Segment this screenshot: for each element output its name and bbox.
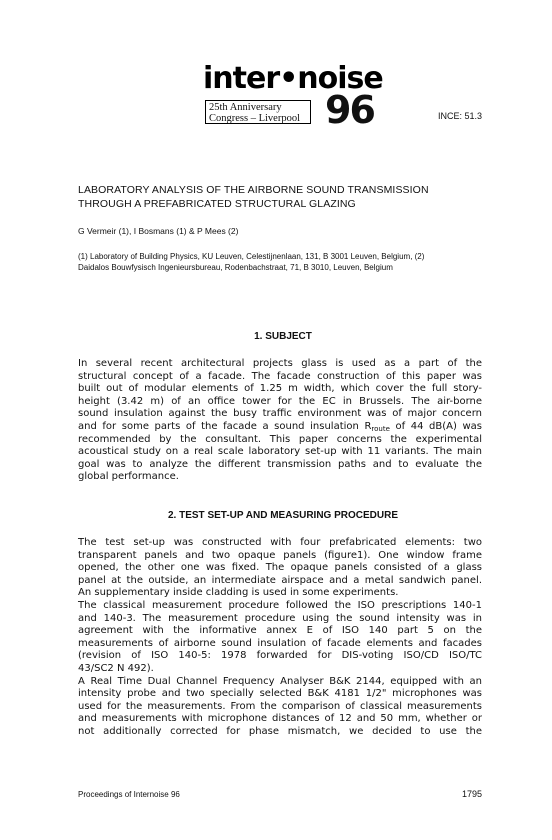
body-line: An supplementary inside cladding is used in some experiments. (78, 587, 399, 599)
section-test-setup-body (78, 537, 482, 739)
body-line: and measurements with microphone distances of 12 and 50 mm, whether or (78, 713, 482, 725)
logo-box-line2: Congress – Liverpool (209, 113, 300, 124)
body-line: The classical measurement procedure followed the ISO prescriptions 140-1 (78, 599, 482, 611)
body-text: of 44 dB(A) was (389, 420, 482, 432)
body-line: transparent panels and two opaque panels (figure1). One window frame (78, 549, 482, 561)
section-heading-test-setup: 2. TEST SET-UP AND MEASURING PROCEDURE (167, 510, 399, 521)
body-line: 43/SC2 N 492). (78, 662, 154, 674)
paper-title (78, 183, 498, 211)
body-line: opened, the other one was fixed. The opaque panels consisted of a glass (78, 562, 482, 574)
body-line: acoustical study on a real scale laboratory set-up with 11 variants. The main (78, 446, 482, 458)
body-line: intensity probe and two specially selected B&K 4181 1/2" microphones was (78, 688, 482, 700)
body-line: recommended by the consultant. This paper concerns the experimental (78, 433, 482, 445)
body-line: sound insulation against the busy traffic environment was of major concern (78, 408, 482, 420)
body-line: built out of modular elements of 1.25 m width, which cover the full story- (78, 383, 482, 395)
body-line: not additionally corrected for phase mismatch, we decided to use the (78, 725, 482, 737)
subscript-route: route (371, 424, 390, 433)
body-line: height (3.42 m) of an office tower for the EC in Brussels. The air-borne (78, 395, 482, 407)
body-line: measurements of airborne sound insulation of facade elements and facades (78, 637, 482, 649)
page-number: 1795 (462, 789, 483, 799)
body-line: The test set-up was constructed with four prefabricated elements: two (78, 537, 482, 548)
internoise-logo (203, 61, 383, 132)
title-line: THROUGH A PREFABRICATED STRUCTURAL GLAZING (78, 198, 356, 210)
logo-box-line1: 25th Anniversary (209, 102, 282, 113)
body-line: agreement with the informative annex E of ISO 140 part 5 on the (78, 625, 482, 637)
body-line-with-subscript (78, 421, 482, 434)
section-heading-subject: 1. SUBJECT (254, 331, 312, 342)
affiliation-line: (1) Laboratory of Building Physics, KU Leuven, Celestijnenlaan, 131, B 3001 Leuven, Belgium, (2) (78, 252, 425, 261)
body-line: and 140-3. The measurement procedure using the sound intensity was in (78, 612, 482, 624)
title-line: LABORATORY ANALYSIS OF THE AIRBORNE SOUND TRANSMISSION (78, 184, 429, 196)
body-line: (revision of ISO 140-5: 1978 forwarded for DIS-voting ISO/CD ISO/TC (78, 650, 482, 662)
logo-anniversary-box (205, 100, 311, 124)
ince-code: INCE: 51.3 (438, 111, 483, 121)
body-line: A Real Time Dual Channel Frequency Analyser B&K 2144, equipped with an (78, 675, 482, 687)
affiliations (78, 252, 498, 273)
section-subject-body (78, 358, 482, 484)
affiliation-line: Daidalos Bouwfysisch Ingenieursbureau, Rodenbachstraat, 71, B 3010, Leuven, Belgium (78, 262, 393, 272)
logo-year: 96 (325, 88, 374, 132)
authors: G Vermeir (1), I Bosmans (1) & P Mees (2) (78, 226, 239, 236)
body-line: goal was to analyze the different transmission paths and to evaluate the (78, 458, 482, 470)
body-line: used for the measurements. From the comparison of classical measurements (78, 700, 482, 712)
logo-wordmark: inter•noise (203, 61, 383, 96)
body-line: panel at the outside, an intermediate airspace and a metal sandwich panel. (78, 574, 482, 586)
body-line: global performance. (78, 471, 179, 483)
body-line: structural concept of a facade. The facade construction of this paper was (78, 370, 482, 382)
body-line: In several recent architectural projects glass is used as a part of the (78, 358, 482, 369)
footer-proceedings: Proceedings of Internoise 96 (78, 790, 180, 799)
body-text: and for some parts of the facade a sound insulation R (78, 420, 372, 432)
